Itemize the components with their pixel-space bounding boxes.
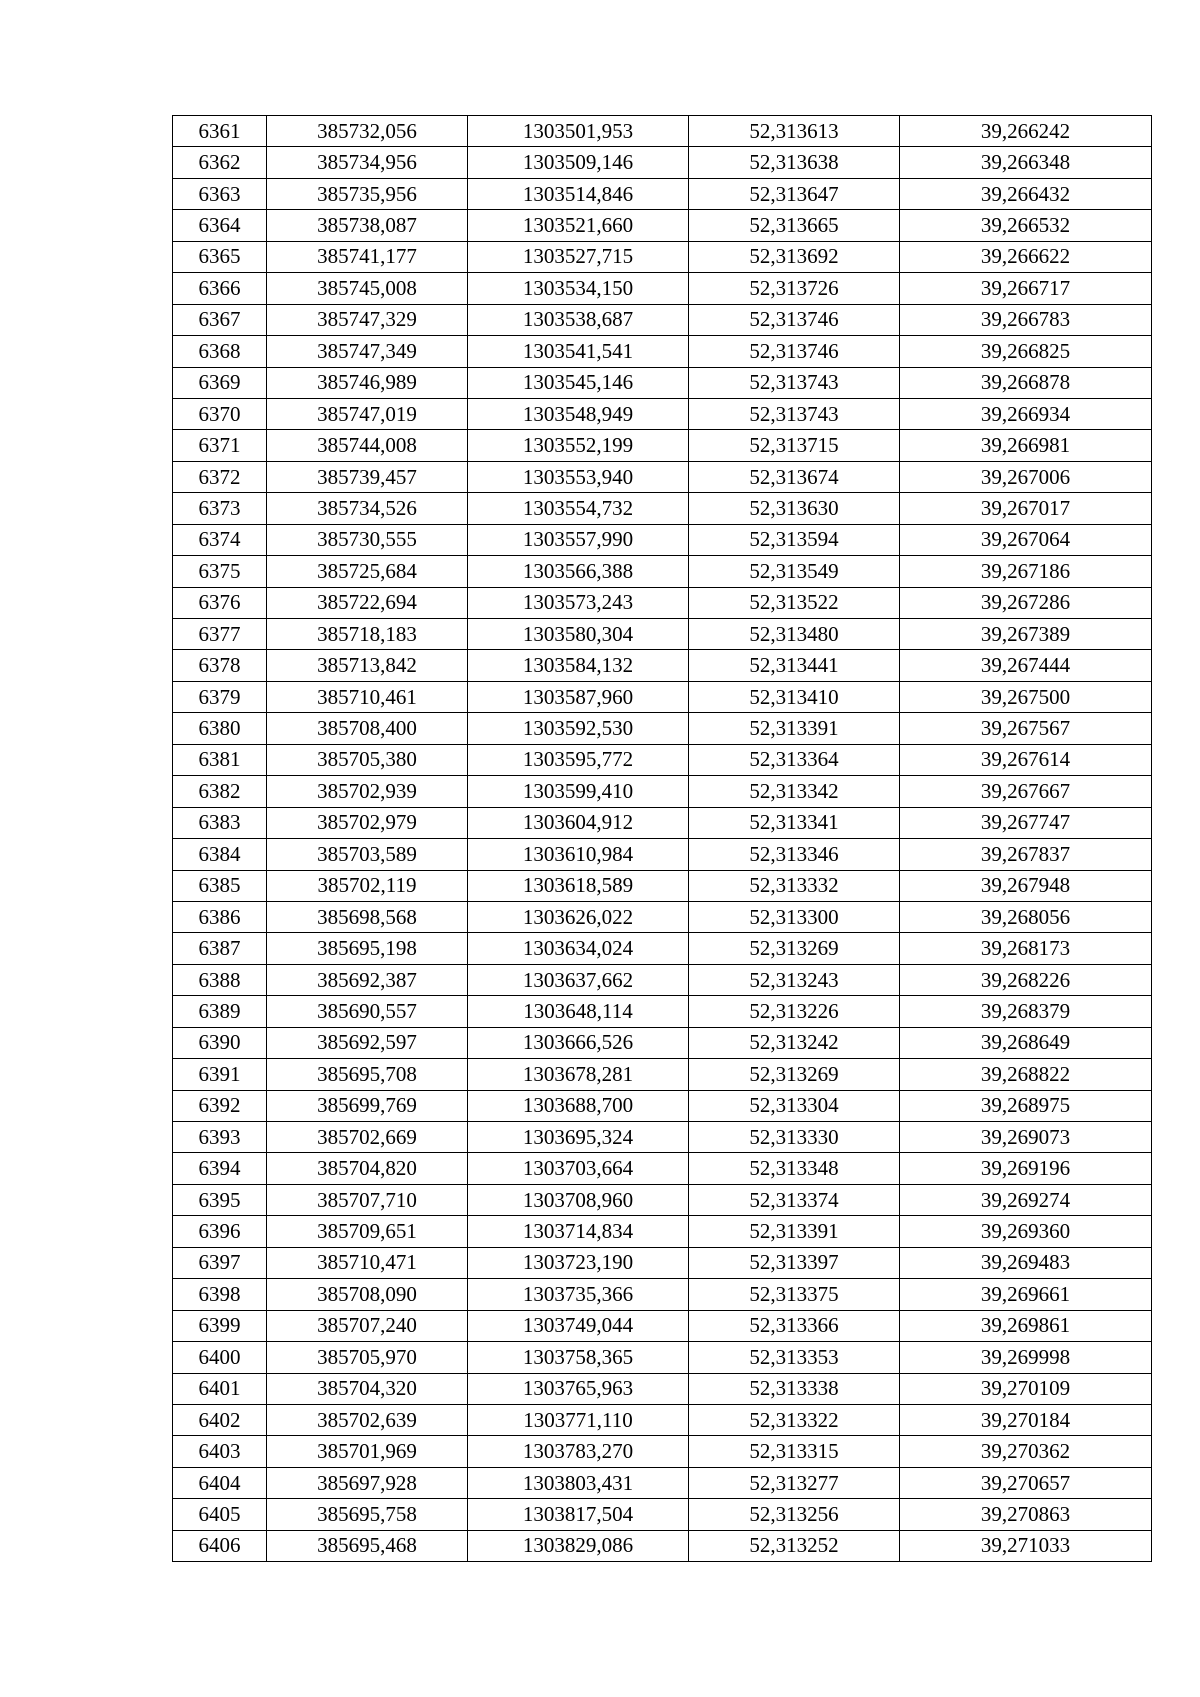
y-coordinate-cell: 1303501,953 — [468, 116, 689, 147]
y-coordinate-cell: 1303618,589 — [468, 870, 689, 901]
y-coordinate-cell: 1303749,044 — [468, 1310, 689, 1341]
y-coordinate-cell: 1303771,110 — [468, 1404, 689, 1435]
point-number-cell: 6390 — [173, 1027, 267, 1058]
table-row — [173, 1530, 1152, 1561]
longitude-cell: 39,267389 — [900, 619, 1152, 650]
point-number-cell: 6370 — [173, 398, 267, 429]
point-number-cell: 6394 — [173, 1153, 267, 1184]
table-row — [173, 1404, 1152, 1435]
table-row — [173, 933, 1152, 964]
latitude-cell: 52,313549 — [689, 556, 900, 587]
x-coordinate-cell: 385690,557 — [267, 996, 468, 1027]
longitude-cell: 39,269483 — [900, 1247, 1152, 1278]
point-number-cell: 6384 — [173, 839, 267, 870]
longitude-cell: 39,267286 — [900, 587, 1152, 618]
x-coordinate-cell: 385734,956 — [267, 147, 468, 178]
y-coordinate-cell: 1303610,984 — [468, 839, 689, 870]
longitude-cell: 39,269073 — [900, 1122, 1152, 1153]
latitude-cell: 52,313243 — [689, 964, 900, 995]
y-coordinate-cell: 1303714,834 — [468, 1216, 689, 1247]
y-coordinate-cell: 1303817,504 — [468, 1499, 689, 1530]
x-coordinate-cell: 385695,708 — [267, 1059, 468, 1090]
longitude-cell: 39,266432 — [900, 178, 1152, 209]
y-coordinate-cell: 1303552,199 — [468, 430, 689, 461]
y-coordinate-cell: 1303557,990 — [468, 524, 689, 555]
point-number-cell: 6393 — [173, 1122, 267, 1153]
table-row — [173, 524, 1152, 555]
latitude-cell: 52,313715 — [689, 430, 900, 461]
point-number-cell: 6361 — [173, 116, 267, 147]
point-number-cell: 6402 — [173, 1404, 267, 1435]
point-number-cell: 6392 — [173, 1090, 267, 1121]
x-coordinate-cell: 385738,087 — [267, 210, 468, 241]
coordinates-table-body — [173, 116, 1152, 1562]
longitude-cell: 39,266242 — [900, 116, 1152, 147]
longitude-cell: 39,268056 — [900, 901, 1152, 932]
point-number-cell: 6371 — [173, 430, 267, 461]
table-row — [173, 304, 1152, 335]
x-coordinate-cell: 385722,694 — [267, 587, 468, 618]
x-coordinate-cell: 385695,758 — [267, 1499, 468, 1530]
x-coordinate-cell: 385697,928 — [267, 1467, 468, 1498]
y-coordinate-cell: 1303735,366 — [468, 1279, 689, 1310]
y-coordinate-cell: 1303514,846 — [468, 178, 689, 209]
latitude-cell: 52,313330 — [689, 1122, 900, 1153]
y-coordinate-cell: 1303803,431 — [468, 1467, 689, 1498]
longitude-cell: 39,266717 — [900, 273, 1152, 304]
longitude-cell: 39,269998 — [900, 1342, 1152, 1373]
latitude-cell: 52,313341 — [689, 807, 900, 838]
x-coordinate-cell: 385734,526 — [267, 493, 468, 524]
latitude-cell: 52,313256 — [689, 1499, 900, 1530]
table-row — [173, 807, 1152, 838]
longitude-cell: 39,266825 — [900, 336, 1152, 367]
longitude-cell: 39,267614 — [900, 744, 1152, 775]
latitude-cell: 52,313594 — [689, 524, 900, 555]
latitude-cell: 52,313300 — [689, 901, 900, 932]
y-coordinate-cell: 1303758,365 — [468, 1342, 689, 1373]
longitude-cell: 39,268649 — [900, 1027, 1152, 1058]
longitude-cell: 39,267747 — [900, 807, 1152, 838]
longitude-cell: 39,266348 — [900, 147, 1152, 178]
x-coordinate-cell: 385702,979 — [267, 807, 468, 838]
latitude-cell: 52,313746 — [689, 336, 900, 367]
table-row — [173, 839, 1152, 870]
point-number-cell: 6400 — [173, 1342, 267, 1373]
table-row — [173, 1342, 1152, 1373]
point-number-cell: 6381 — [173, 744, 267, 775]
y-coordinate-cell: 1303545,146 — [468, 367, 689, 398]
y-coordinate-cell: 1303604,912 — [468, 807, 689, 838]
latitude-cell: 52,313746 — [689, 304, 900, 335]
y-coordinate-cell: 1303527,715 — [468, 241, 689, 272]
table-row — [173, 1184, 1152, 1215]
latitude-cell: 52,313397 — [689, 1247, 900, 1278]
longitude-cell: 39,271033 — [900, 1530, 1152, 1561]
table-row — [173, 587, 1152, 618]
longitude-cell: 39,270362 — [900, 1436, 1152, 1467]
point-number-cell: 6363 — [173, 178, 267, 209]
x-coordinate-cell: 385699,769 — [267, 1090, 468, 1121]
latitude-cell: 52,313242 — [689, 1027, 900, 1058]
y-coordinate-cell: 1303592,530 — [468, 713, 689, 744]
point-number-cell: 6391 — [173, 1059, 267, 1090]
point-number-cell: 6398 — [173, 1279, 267, 1310]
latitude-cell: 52,313391 — [689, 1216, 900, 1247]
longitude-cell: 39,266878 — [900, 367, 1152, 398]
latitude-cell: 52,313322 — [689, 1404, 900, 1435]
latitude-cell: 52,313630 — [689, 493, 900, 524]
table-row — [173, 1122, 1152, 1153]
y-coordinate-cell: 1303637,662 — [468, 964, 689, 995]
table-row — [173, 1090, 1152, 1121]
longitude-cell: 39,266981 — [900, 430, 1152, 461]
latitude-cell: 52,313674 — [689, 461, 900, 492]
longitude-cell: 39,267017 — [900, 493, 1152, 524]
longitude-cell: 39,267667 — [900, 776, 1152, 807]
x-coordinate-cell: 385702,939 — [267, 776, 468, 807]
latitude-cell: 52,313342 — [689, 776, 900, 807]
point-number-cell: 6362 — [173, 147, 267, 178]
longitude-cell: 39,266622 — [900, 241, 1152, 272]
table-row — [173, 1027, 1152, 1058]
table-row — [173, 556, 1152, 587]
y-coordinate-cell: 1303573,243 — [468, 587, 689, 618]
y-coordinate-cell: 1303688,700 — [468, 1090, 689, 1121]
longitude-cell: 39,269274 — [900, 1184, 1152, 1215]
x-coordinate-cell: 385702,119 — [267, 870, 468, 901]
table-row — [173, 996, 1152, 1027]
point-number-cell: 6374 — [173, 524, 267, 555]
y-coordinate-cell: 1303626,022 — [468, 901, 689, 932]
latitude-cell: 52,313743 — [689, 367, 900, 398]
x-coordinate-cell: 385708,400 — [267, 713, 468, 744]
x-coordinate-cell: 385744,008 — [267, 430, 468, 461]
latitude-cell: 52,313348 — [689, 1153, 900, 1184]
x-coordinate-cell: 385732,056 — [267, 116, 468, 147]
table-row — [173, 398, 1152, 429]
table-row — [173, 1059, 1152, 1090]
table-row — [173, 744, 1152, 775]
longitude-cell: 39,268173 — [900, 933, 1152, 964]
x-coordinate-cell: 385707,240 — [267, 1310, 468, 1341]
latitude-cell: 52,313692 — [689, 241, 900, 272]
y-coordinate-cell: 1303634,024 — [468, 933, 689, 964]
y-coordinate-cell: 1303534,150 — [468, 273, 689, 304]
x-coordinate-cell: 385695,468 — [267, 1530, 468, 1561]
point-number-cell: 6379 — [173, 681, 267, 712]
table-row — [173, 493, 1152, 524]
point-number-cell: 6404 — [173, 1467, 267, 1498]
latitude-cell: 52,313410 — [689, 681, 900, 712]
y-coordinate-cell: 1303587,960 — [468, 681, 689, 712]
x-coordinate-cell: 385718,183 — [267, 619, 468, 650]
x-coordinate-cell: 385725,684 — [267, 556, 468, 587]
point-number-cell: 6364 — [173, 210, 267, 241]
latitude-cell: 52,313665 — [689, 210, 900, 241]
y-coordinate-cell: 1303783,270 — [468, 1436, 689, 1467]
point-number-cell: 6386 — [173, 901, 267, 932]
latitude-cell: 52,313364 — [689, 744, 900, 775]
y-coordinate-cell: 1303541,541 — [468, 336, 689, 367]
longitude-cell: 39,270863 — [900, 1499, 1152, 1530]
latitude-cell: 52,313374 — [689, 1184, 900, 1215]
table-row — [173, 178, 1152, 209]
longitude-cell: 39,268379 — [900, 996, 1152, 1027]
latitude-cell: 52,313269 — [689, 1059, 900, 1090]
table-row — [173, 1247, 1152, 1278]
x-coordinate-cell: 385745,008 — [267, 273, 468, 304]
x-coordinate-cell: 385710,471 — [267, 1247, 468, 1278]
y-coordinate-cell: 1303765,963 — [468, 1373, 689, 1404]
x-coordinate-cell: 385747,019 — [267, 398, 468, 429]
x-coordinate-cell: 385702,669 — [267, 1122, 468, 1153]
point-number-cell: 6399 — [173, 1310, 267, 1341]
table-row — [173, 681, 1152, 712]
table-row — [173, 650, 1152, 681]
point-number-cell: 6405 — [173, 1499, 267, 1530]
latitude-cell: 52,313647 — [689, 178, 900, 209]
latitude-cell: 52,313638 — [689, 147, 900, 178]
longitude-cell: 39,268822 — [900, 1059, 1152, 1090]
x-coordinate-cell: 385747,349 — [267, 336, 468, 367]
y-coordinate-cell: 1303566,388 — [468, 556, 689, 587]
latitude-cell: 52,313391 — [689, 713, 900, 744]
table-row — [173, 901, 1152, 932]
point-number-cell: 6380 — [173, 713, 267, 744]
point-number-cell: 6383 — [173, 807, 267, 838]
y-coordinate-cell: 1303548,949 — [468, 398, 689, 429]
table-row — [173, 1467, 1152, 1498]
x-coordinate-cell: 385695,198 — [267, 933, 468, 964]
y-coordinate-cell: 1303648,114 — [468, 996, 689, 1027]
longitude-cell: 39,267567 — [900, 713, 1152, 744]
point-number-cell: 6397 — [173, 1247, 267, 1278]
x-coordinate-cell: 385703,589 — [267, 839, 468, 870]
longitude-cell: 39,270184 — [900, 1404, 1152, 1435]
latitude-cell: 52,313441 — [689, 650, 900, 681]
longitude-cell: 39,267837 — [900, 839, 1152, 870]
x-coordinate-cell: 385698,568 — [267, 901, 468, 932]
x-coordinate-cell: 385705,970 — [267, 1342, 468, 1373]
y-coordinate-cell: 1303538,687 — [468, 304, 689, 335]
longitude-cell: 39,267064 — [900, 524, 1152, 555]
point-number-cell: 6395 — [173, 1184, 267, 1215]
latitude-cell: 52,313726 — [689, 273, 900, 304]
table-row — [173, 776, 1152, 807]
y-coordinate-cell: 1303580,304 — [468, 619, 689, 650]
point-number-cell: 6368 — [173, 336, 267, 367]
y-coordinate-cell: 1303666,526 — [468, 1027, 689, 1058]
y-coordinate-cell: 1303703,664 — [468, 1153, 689, 1184]
x-coordinate-cell: 385713,842 — [267, 650, 468, 681]
x-coordinate-cell: 385702,639 — [267, 1404, 468, 1435]
x-coordinate-cell: 385709,651 — [267, 1216, 468, 1247]
x-coordinate-cell: 385739,457 — [267, 461, 468, 492]
point-number-cell: 6406 — [173, 1530, 267, 1561]
point-number-cell: 6389 — [173, 996, 267, 1027]
y-coordinate-cell: 1303521,660 — [468, 210, 689, 241]
x-coordinate-cell: 385741,177 — [267, 241, 468, 272]
x-coordinate-cell: 385710,461 — [267, 681, 468, 712]
y-coordinate-cell: 1303554,732 — [468, 493, 689, 524]
y-coordinate-cell: 1303509,146 — [468, 147, 689, 178]
latitude-cell: 52,313375 — [689, 1279, 900, 1310]
latitude-cell: 52,313613 — [689, 116, 900, 147]
x-coordinate-cell: 385735,956 — [267, 178, 468, 209]
table-row — [173, 336, 1152, 367]
longitude-cell: 39,266934 — [900, 398, 1152, 429]
x-coordinate-cell: 385701,969 — [267, 1436, 468, 1467]
x-coordinate-cell: 385747,329 — [267, 304, 468, 335]
point-number-cell: 6382 — [173, 776, 267, 807]
point-number-cell: 6403 — [173, 1436, 267, 1467]
table-row — [173, 619, 1152, 650]
longitude-cell: 39,268226 — [900, 964, 1152, 995]
y-coordinate-cell: 1303584,132 — [468, 650, 689, 681]
table-row — [173, 1310, 1152, 1341]
point-number-cell: 6377 — [173, 619, 267, 650]
y-coordinate-cell: 1303553,940 — [468, 461, 689, 492]
point-number-cell: 6401 — [173, 1373, 267, 1404]
point-number-cell: 6376 — [173, 587, 267, 618]
longitude-cell: 39,267444 — [900, 650, 1152, 681]
point-number-cell: 6375 — [173, 556, 267, 587]
longitude-cell: 39,269196 — [900, 1153, 1152, 1184]
point-number-cell: 6387 — [173, 933, 267, 964]
latitude-cell: 52,313315 — [689, 1436, 900, 1467]
latitude-cell: 52,313304 — [689, 1090, 900, 1121]
longitude-cell: 39,267006 — [900, 461, 1152, 492]
table-row — [173, 116, 1152, 147]
point-number-cell: 6372 — [173, 461, 267, 492]
table-row — [173, 870, 1152, 901]
point-number-cell: 6396 — [173, 1216, 267, 1247]
latitude-cell: 52,313277 — [689, 1467, 900, 1498]
latitude-cell: 52,313252 — [689, 1530, 900, 1561]
point-number-cell: 6369 — [173, 367, 267, 398]
x-coordinate-cell: 385692,387 — [267, 964, 468, 995]
y-coordinate-cell: 1303708,960 — [468, 1184, 689, 1215]
y-coordinate-cell: 1303695,324 — [468, 1122, 689, 1153]
x-coordinate-cell: 385692,597 — [267, 1027, 468, 1058]
y-coordinate-cell: 1303595,772 — [468, 744, 689, 775]
latitude-cell: 52,313332 — [689, 870, 900, 901]
longitude-cell: 39,270109 — [900, 1373, 1152, 1404]
table-row — [173, 1499, 1152, 1530]
point-number-cell: 6366 — [173, 273, 267, 304]
y-coordinate-cell: 1303723,190 — [468, 1247, 689, 1278]
longitude-cell: 39,269661 — [900, 1279, 1152, 1310]
table-row — [173, 241, 1152, 272]
latitude-cell: 52,313346 — [689, 839, 900, 870]
point-number-cell: 6385 — [173, 870, 267, 901]
point-number-cell: 6373 — [173, 493, 267, 524]
table-row — [173, 430, 1152, 461]
table-row — [173, 964, 1152, 995]
y-coordinate-cell: 1303829,086 — [468, 1530, 689, 1561]
latitude-cell: 52,313743 — [689, 398, 900, 429]
longitude-cell: 39,266783 — [900, 304, 1152, 335]
table-row — [173, 1373, 1152, 1404]
x-coordinate-cell: 385704,320 — [267, 1373, 468, 1404]
latitude-cell: 52,313480 — [689, 619, 900, 650]
y-coordinate-cell: 1303678,281 — [468, 1059, 689, 1090]
x-coordinate-cell: 385730,555 — [267, 524, 468, 555]
table-row — [173, 1153, 1152, 1184]
longitude-cell: 39,268975 — [900, 1090, 1152, 1121]
latitude-cell: 52,313366 — [689, 1310, 900, 1341]
table-row — [173, 713, 1152, 744]
point-number-cell: 6367 — [173, 304, 267, 335]
y-coordinate-cell: 1303599,410 — [468, 776, 689, 807]
point-number-cell: 6378 — [173, 650, 267, 681]
table-row — [173, 1436, 1152, 1467]
table-row — [173, 210, 1152, 241]
point-number-cell: 6388 — [173, 964, 267, 995]
x-coordinate-cell: 385705,380 — [267, 744, 468, 775]
latitude-cell: 52,313269 — [689, 933, 900, 964]
table-row — [173, 147, 1152, 178]
longitude-cell: 39,270657 — [900, 1467, 1152, 1498]
table-row — [173, 1216, 1152, 1247]
longitude-cell: 39,269861 — [900, 1310, 1152, 1341]
x-coordinate-cell: 385704,820 — [267, 1153, 468, 1184]
latitude-cell: 52,313522 — [689, 587, 900, 618]
latitude-cell: 52,313338 — [689, 1373, 900, 1404]
longitude-cell: 39,267948 — [900, 870, 1152, 901]
point-number-cell: 6365 — [173, 241, 267, 272]
table-row — [173, 367, 1152, 398]
x-coordinate-cell: 385708,090 — [267, 1279, 468, 1310]
coordinates-table — [172, 115, 1152, 1562]
table-row — [173, 1279, 1152, 1310]
x-coordinate-cell: 385746,989 — [267, 367, 468, 398]
longitude-cell: 39,269360 — [900, 1216, 1152, 1247]
longitude-cell: 39,267500 — [900, 681, 1152, 712]
table-row — [173, 461, 1152, 492]
longitude-cell: 39,267186 — [900, 556, 1152, 587]
x-coordinate-cell: 385707,710 — [267, 1184, 468, 1215]
table-row — [173, 273, 1152, 304]
latitude-cell: 52,313353 — [689, 1342, 900, 1373]
latitude-cell: 52,313226 — [689, 996, 900, 1027]
longitude-cell: 39,266532 — [900, 210, 1152, 241]
